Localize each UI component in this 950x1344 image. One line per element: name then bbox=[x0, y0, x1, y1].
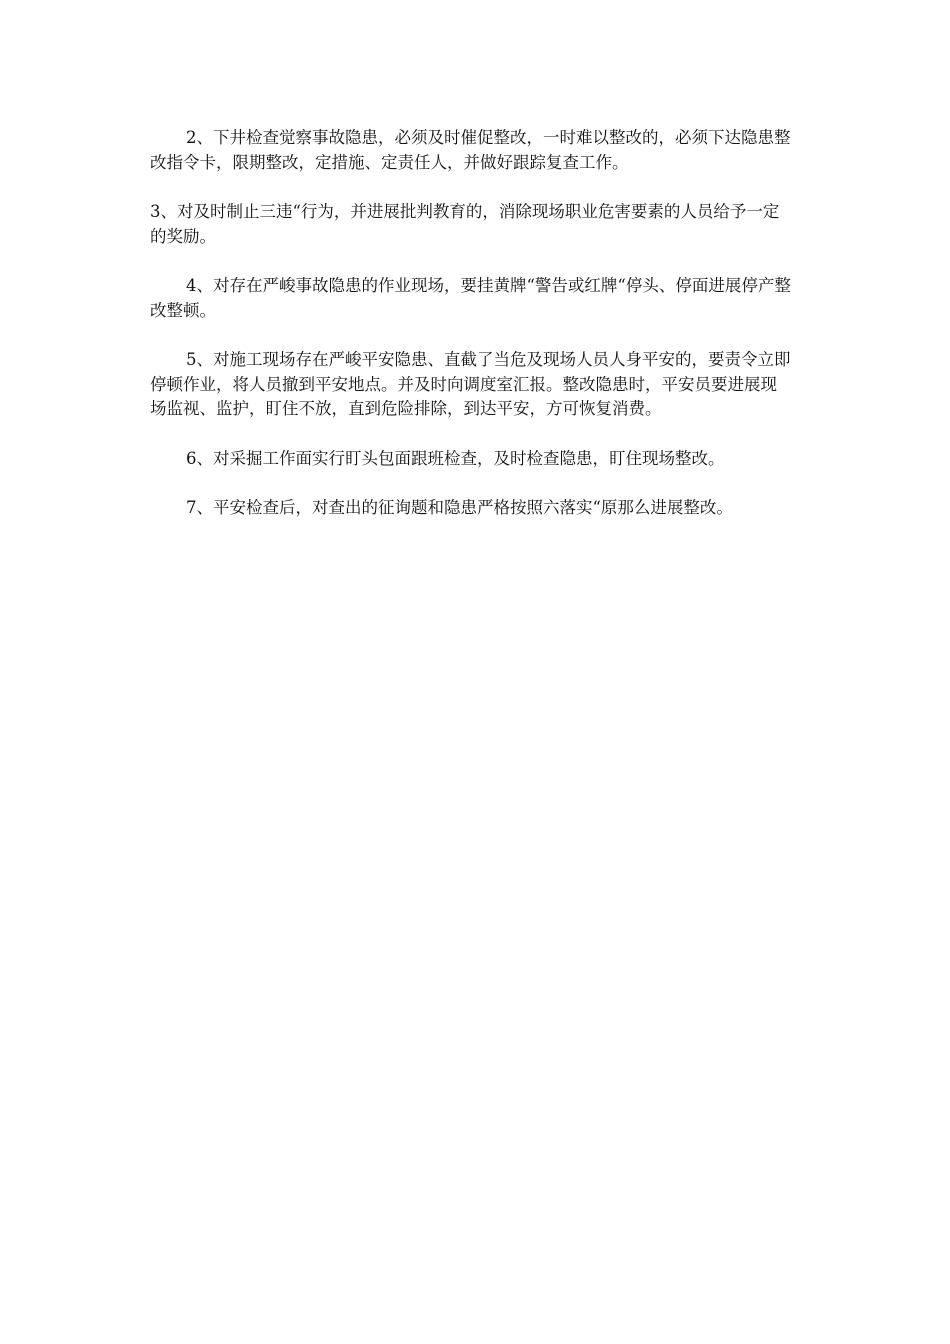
paragraph-item-3: 3、对及时制止三违“行为，并进展批判教育的，消除现场职业危害要素的人员给予一定的奖励。 bbox=[150, 202, 780, 246]
paragraph-item-5: 5、对施工现场存在严峻平安隐患、直截了当危及现场人员人身平安的，要责令立即停顿作业，将人员撤到平安地点。并及时向调度室汇报。整改隐患时，平安员要进展现场监视、监护，盯住不放，直到危险排除，到达平安，方可恢复消费。 bbox=[150, 350, 791, 418]
paragraph-item-7: 7、平安检查后，对查出的征询题和隐患严格按照六落实“原那么进展整改。 bbox=[186, 498, 733, 517]
paragraph-item-2: 2、下井检查觉察事故隐患，必须及时催促整改，一时难以整改的，必须下达隐患整改指令卡，限期整改，定措施、定责任人，并做好跟踪复查工作。 bbox=[150, 128, 791, 172]
document-body bbox=[150, 126, 792, 546]
paragraph-item-6: 6、对采掘工作面实行盯头包面跟班检查，及时检查隐患，盯住现场整改。 bbox=[186, 448, 725, 468]
paragraph-item-4: 4、对存在严峻事故隐患的作业现场，要挂黄牌“警告或红牌“停头、停面进展停产整改整顿。 bbox=[150, 276, 791, 320]
